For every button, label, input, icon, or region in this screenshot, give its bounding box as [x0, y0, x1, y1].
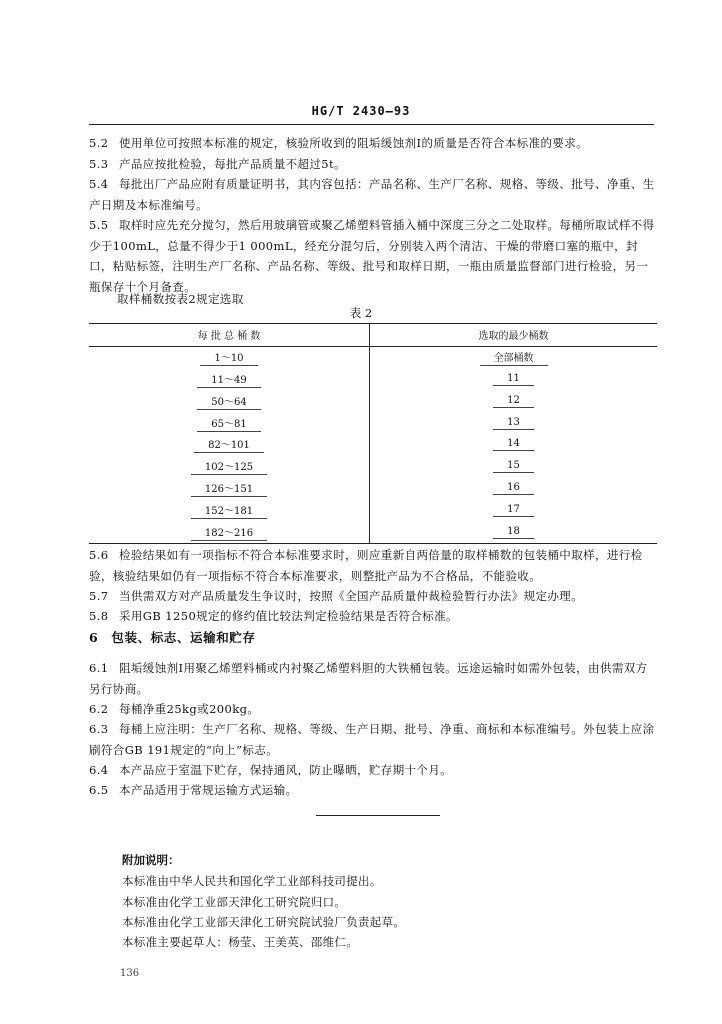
cell-drum-range: 11～49: [197, 371, 260, 388]
clause-text: 每桶上应注明：生产厂名称、规格、等级、生产日期、批号、净重、商标和本标准编号。外包装上应涂刷符合GB 191规定的“向上”标志。: [89, 722, 655, 757]
cell-drum-range: 1～10: [200, 349, 257, 366]
clause-5-4: [89, 174, 657, 215]
table-row: [89, 369, 657, 391]
end-of-text-rule: [316, 815, 440, 816]
cell-min-drums: 17: [493, 504, 534, 517]
cell-min-drums: 15: [493, 460, 534, 473]
column-header-total-drums: 每 批 总 桶 数: [89, 324, 370, 347]
clause-number: 5.2: [89, 136, 109, 150]
table-row: [89, 456, 657, 478]
note-line: 本标准主要起草人：杨莹、王美英、邵维仁。: [122, 935, 358, 949]
column-header-min-drums: 选取的最少桶数: [370, 324, 658, 347]
table-intro: 取样桶数按表2规定选取: [117, 292, 244, 306]
clause-5-8: [89, 606, 657, 627]
clause-text: 当供需双方对产品质量发生争议时，按照《全国产品质量仲裁检验暂行办法》规定办理。: [119, 589, 584, 603]
note-line: 本标准由化学工业部天津化工研究院试验厂负责起草。: [122, 915, 406, 929]
clause-number: 6.1: [89, 661, 109, 675]
clause-number: 5.4: [89, 177, 109, 191]
cell-drum-range: 152～181: [191, 502, 267, 519]
header-rule: [89, 124, 654, 125]
clause-6-1: [89, 658, 657, 699]
section-6-title: 6 包装、标志、运输和贮存: [89, 630, 256, 645]
clause-number: 5.6: [89, 548, 109, 562]
clause-6-2: [89, 699, 657, 720]
clause-text: 使用单位可按照本标准的规定，核验所收到的阻垢缓蚀剂Ⅰ的质量是否符合本标准的要求。: [119, 136, 589, 150]
clause-5-7: [89, 586, 657, 607]
clause-text: 每桶净重25kg或200kg。: [119, 702, 260, 716]
table-row: [89, 390, 657, 412]
clause-number: 5.5: [89, 218, 109, 232]
clause-5-6: [89, 545, 657, 586]
note-line: 本标准由化学工业部天津化工研究院归口。: [122, 895, 347, 909]
page-number: 136: [120, 968, 140, 979]
clause-number: 5.7: [89, 589, 109, 603]
cell-min-drums: 12: [493, 395, 534, 408]
cell-drum-range: 126～151: [191, 480, 267, 497]
cell-drum-range: 182～216: [191, 524, 267, 541]
cell-min-drums: 16: [493, 482, 534, 495]
clause-number: 6.2: [89, 702, 109, 716]
table-row: [89, 478, 657, 500]
clause-6-4: [89, 760, 657, 781]
clause-text: 检验结果如有一项指标不符合本标准要求时，则应重新自两倍量的取样桶数的包装桶中取样，进行检验，核验结果如仍有一项指标不符合本标准要求，则整批产品为不合格品，不能验收。: [89, 548, 643, 583]
clause-text: 本产品适用于常规运输方式运输。: [119, 783, 298, 797]
clause-text: 阻垢缓蚀剂Ⅰ用聚乙烯塑料桶或内衬聚乙烯塑料胆的大铁桶包装。远途运输时如需外包装，由供需双方另行协商。: [89, 661, 648, 696]
clause-text: 采用GB 1250规定的修约值比较法判定检验结果是否符合标准。: [119, 609, 458, 623]
clause-number: 6.5: [89, 783, 109, 797]
additional-notes-title: 附加说明：: [122, 853, 180, 867]
clause-text: 取样时应先充分搅匀，然后用玻璃管或聚乙烯塑料管插入桶中深度三分之二处取样。每桶所取试样不得少于100mL，总量不得少于1 000mL，经充分混匀后，分别装入两个清洁、干燥的带磨口塞的瓶中，封口，粘贴标签，注明生产厂名称、产品名称、等级、批号和取样日期，一瓶由质量监督部门进行检验，另一瓶保存十个月备查。: [89, 218, 655, 294]
table-row: [89, 434, 657, 456]
clause-number: 6.3: [89, 722, 109, 736]
cell-drum-range: 50～64: [197, 393, 260, 410]
clause-number: 5.8: [89, 609, 109, 623]
cell-min-drums: 18: [493, 526, 534, 539]
cell-min-drums: 14: [493, 438, 534, 451]
clause-6-5: [89, 780, 657, 801]
clause-6-3: [89, 719, 657, 760]
clause-number: 6.4: [89, 763, 109, 777]
table-header-row: [89, 324, 657, 347]
table-row: [89, 499, 657, 521]
cell-drum-range: 65～81: [197, 415, 260, 432]
cell-drum-range: 102～125: [191, 458, 267, 475]
sampling-table: [89, 323, 657, 544]
table-row: [89, 346, 657, 368]
cell-min-drums: 13: [493, 417, 534, 430]
table-row: [89, 521, 657, 543]
note-line: 本标准由中华人民共和国化学工业部科技司提出。: [122, 874, 382, 888]
clause-text: 产品应按批检验，每批产品质量不超过5t。: [119, 157, 346, 171]
clause-number: 5.3: [89, 157, 109, 171]
clause-text: 每批出厂产品应附有质量证明书，其内容包括：产品名称、生产厂名称、规格、等级、批号、净重、生产日期及本标准编号。: [89, 177, 655, 212]
clause-5-3: [89, 154, 657, 175]
cell-min-drums: 11: [493, 373, 534, 386]
clause-5-2: [89, 133, 657, 154]
standard-code-header: HG/T 2430—93: [311, 104, 411, 118]
cell-drum-range: 82～101: [194, 436, 264, 453]
clause-text: 本产品应于室温下贮存，保持通风，防止曝晒，贮存期十个月。: [119, 763, 453, 777]
table-caption: 表 2: [349, 306, 373, 320]
cell-min-drums: 全部桶数: [480, 349, 548, 366]
clause-5-5: [89, 215, 657, 297]
table-row: [89, 412, 657, 434]
